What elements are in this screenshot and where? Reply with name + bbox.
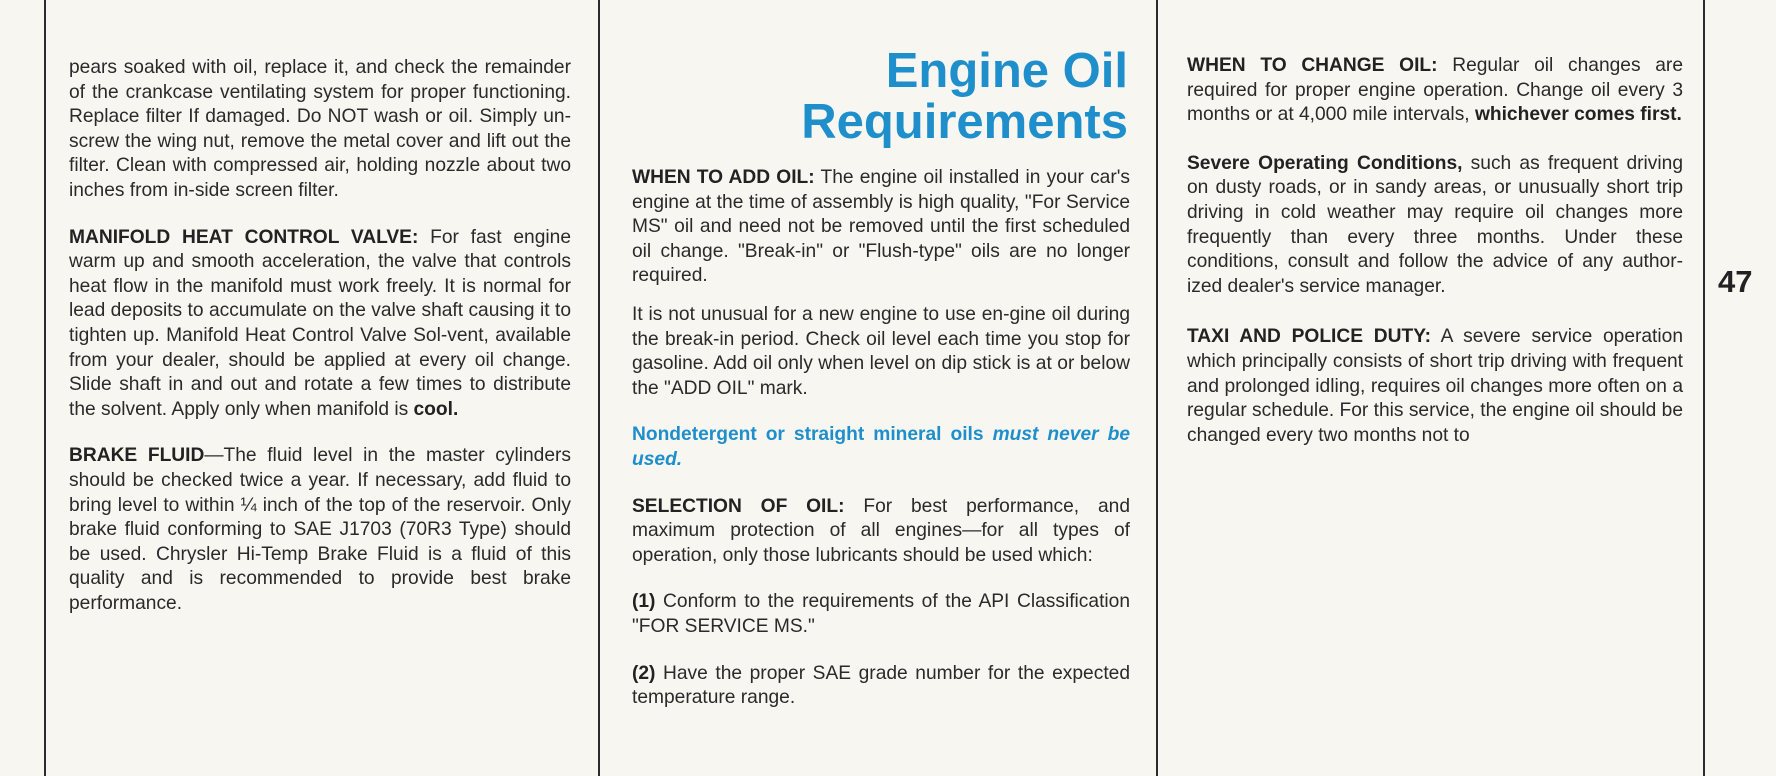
column-left	[69, 56, 571, 616]
column-right	[1187, 54, 1683, 448]
paragraph-severe-conditions	[1187, 152, 1683, 300]
paragraph-manifold-heat-valve	[69, 226, 571, 423]
page-number: 47	[1718, 264, 1753, 299]
text-when-to-change-oil: Regular oil changes are required for proper engine operation. Change oil every 3 months or at 4,000 mile intervals,	[1187, 55, 1683, 126]
heading-brake-fluid: BRAKE FLUID	[69, 445, 205, 467]
text-when-to-add-oil: The engine oil installed in your car's engine at the time of assembly is high quality, "For Service MS" oil and need not be removed until the first scheduled oil change. "Break-in" or "Flush-type" oils are no longer required.	[632, 167, 1130, 287]
column-rule-right	[1703, 0, 1705, 776]
list-item-2	[632, 662, 1130, 711]
paragraph-crankcase-filter: pears soaked with oil, replace it, and check the remainder of the crankcase ventilating system for proper functioning. Replace filter If damaged. Do NOT wash or oil. Simply un-screw the wing nut, remove the metal cover and lift out the filter. Clean with compressed air, holding nozzle about two inches from in-side screen filter.	[69, 57, 571, 201]
list-number-1: (1)	[632, 591, 656, 613]
title-line-1: Engine Oil	[885, 44, 1128, 98]
column-rule-center-right	[1156, 0, 1158, 776]
heading-taxi-police-duty: TAXI AND POLICE DUTY:	[1187, 326, 1431, 348]
warning-nondetergent-oils	[632, 423, 1130, 472]
text-selection-of-oil: For best performance, and maximum protection of all engines—for all types of operation, only those lubricants should be used which:	[632, 495, 1130, 566]
paragraph-when-to-change-oil	[1187, 54, 1683, 128]
column-rule-left	[44, 0, 46, 776]
page-title	[632, 46, 1128, 148]
heading-when-to-change-oil: WHEN TO CHANGE OIL:	[1187, 55, 1438, 76]
paragraph-break-in-oil-use: It is not unusual for a new engine to use en-gine oil during the break-in period. Check oil level each time you stop for gasoline. Add oil only when level on dip stick is at or below the "ADD OIL" mark.	[632, 303, 1130, 399]
heading-selection-of-oil: SELECTION OF OIL:	[632, 495, 845, 517]
emphasis-cool: cool.	[413, 398, 459, 420]
title-line-2: Requirements	[801, 95, 1128, 149]
list-text-2: Have the proper SAE grade number for the expected temperature range.	[632, 662, 1130, 709]
paragraph-selection-of-oil	[632, 495, 1130, 569]
paragraph-brake-fluid	[69, 444, 571, 616]
emphasis-whichever-first: whichever comes first.	[1474, 104, 1682, 126]
heading-severe-conditions: Severe Operating Conditions,	[1187, 152, 1463, 174]
warning-emphasis: must never be used.	[632, 424, 1130, 470]
paragraph-taxi-police-duty	[1187, 325, 1683, 448]
text-taxi-police-duty: A severe service operation which principally consists of short trip driving with frequent and prolonged idling, requires oil changes more often on a regular schedule. For this service, the engine oil should be changed every two months not to	[1187, 326, 1683, 446]
column-rule-center-left	[598, 0, 600, 776]
list-item-1	[632, 590, 1130, 639]
list-number-2: (2)	[632, 662, 656, 684]
text-manifold-heat-valve: For fast engine warm up and smooth acceleration, the valve that controls heat flow in the manifold must work freely. It is normal for lead deposits to accumulate on the valve shaft causing it to tighten up. Manifold Heat Control Valve Sol-vent, available from your dealer, should be applied at every oil change. Slide shaft in and out and rotate a few times to distribute the solvent. Apply only when manifold is	[69, 226, 571, 420]
paragraph-when-to-add-oil	[632, 166, 1130, 289]
text-brake-fluid: —The fluid level in the master cylinders should be checked twice a year. If necessary, add fluid to bring level to within ¼ inch of the top of the reservoir. Only brake fluid conforming to SAE J1703 (70R3 Type) should be used. Chrysler Hi-Temp Brake Fluid is a fluid of this quality and is recommended to provide best brake performance.	[69, 445, 571, 614]
list-text-1: Conform to the requirements of the API Classification "FOR SERVICE MS."	[632, 591, 1130, 637]
warning-text: Nondetergent or straight mineral oils	[632, 424, 993, 446]
text-severe-conditions: such as frequent driving on dusty roads, or in sandy areas, or unusually short trip driving in cold weather may require oil changes more frequently than every three months. Under these conditions, consult and follow the advice of any author-ized dealer's service manager.	[1187, 152, 1683, 297]
heading-when-to-add-oil: WHEN TO ADD OIL:	[632, 167, 815, 188]
heading-manifold-heat-valve: MANIFOLD HEAT CONTROL VALVE:	[69, 226, 419, 248]
column-center	[632, 166, 1130, 711]
